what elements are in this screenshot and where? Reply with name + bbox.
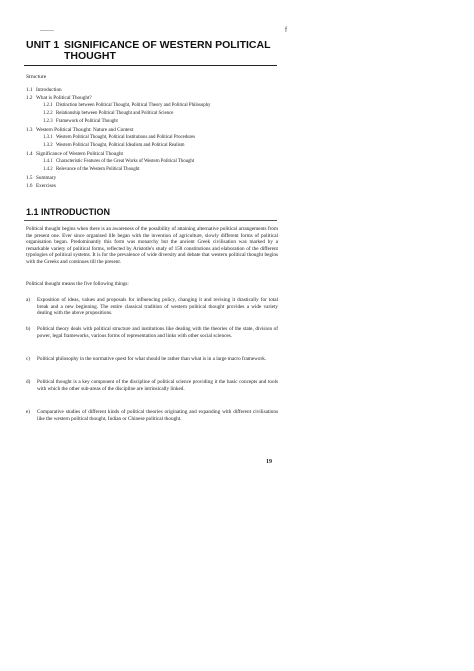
toc-entry-title: Distinction between Political Thought, Political Theory and Political Philosophy — [56, 103, 211, 108]
toc-entry-number: 1.3 — [26, 127, 33, 133]
toc-entry-number: 1.6 — [26, 183, 33, 189]
toc-entry-number: 1.5 — [26, 175, 33, 181]
list-marker: a) — [26, 297, 31, 303]
heading-rule — [24, 65, 277, 66]
intro-paragraph: Political thought begins when there is an awareness of the possibility of attaining alternative political arrangements from the present one. Ever since organised life began with the invention of agriculture, slowly different forms of political organisation began. Predominantly this form was monarchy but the ancient Greek civilisation was marked by a remarkable variety of political forms, reflected by Aristotle's study of 158 constitutions and elaboration of the different typologies of political systems. It is for the prevalence of wide diversity and debate that western political thought begins with the Greeks and continues till the present. — [26, 226, 278, 265]
toc-entry — [26, 182, 286, 190]
list-item-text: Political thought is a key component of the discipline of political science providing it the basic concepts and tools with which the other sub-areas of the discipline are intrinsically linked. — [37, 379, 278, 392]
toc-entry-title: Summary — [36, 175, 57, 181]
page-number: 19 — [266, 459, 272, 465]
list-marker: c) — [26, 356, 31, 362]
toc-entry-number: 1.4.2 — [43, 167, 53, 172]
toc-entry — [26, 126, 286, 134]
toc-entry-number: 1.2.3 — [43, 119, 53, 124]
list-item-e — [26, 409, 278, 422]
toc-entry-title: Framework of Political Thought — [56, 119, 118, 124]
toc-entry-number: 1.2.2 — [43, 111, 53, 116]
toc-entry — [26, 142, 286, 150]
toc-entry-title: Characteristic Features of the Great Works of Western Political Thought — [56, 159, 195, 164]
toc-entry-number: 1.2 — [26, 95, 33, 101]
section-heading-introduction: 1.1 INTRODUCTION — [26, 207, 111, 217]
section-rule — [24, 220, 277, 221]
toc-entry-number: 1.4.1 — [43, 159, 53, 164]
toc-entry — [26, 158, 286, 166]
toc-entry — [26, 118, 286, 126]
unit-heading — [26, 40, 276, 62]
list-item-text: Political philosophy in the normative quest for what should be rather than what is in a large macro framework. — [37, 356, 267, 362]
toc-entry — [26, 110, 286, 118]
toc-entry-number: 1.1 — [26, 87, 33, 93]
toc-entry-title: Significance of Western Political Thought — [36, 151, 123, 157]
toc-entry-title: Exercises — [36, 183, 56, 189]
unit-title-line2: THOUGHT — [64, 50, 116, 62]
toc-entry-title: What is Political Thought? — [36, 95, 92, 101]
toc-entry — [26, 150, 286, 158]
toc-entry-number: 1.2.1 — [43, 103, 53, 108]
toc-entry-title: Relevance of the Western Political Thought — [56, 167, 140, 172]
toc-entry-title: Introduction — [36, 87, 62, 93]
toc-entry-number: 1.4 — [26, 151, 33, 157]
toc-entry-title: Relationship between Political Thought and Political Science — [56, 111, 174, 116]
corner-mark: f — [285, 27, 287, 34]
list-item-text: Political theory deals with political structure and institutions like dealing with the theories of the state, division of power, legal frameworks, various forms of representation and links with other social sciences. — [37, 326, 278, 339]
toc-entry-title: Western Political Thought, Political Idealism and Political Realism — [56, 143, 185, 148]
unit-number: UNIT 1 — [26, 39, 60, 51]
structure-label: Structure — [26, 74, 47, 80]
toc-entry — [26, 86, 286, 94]
toc-entry — [26, 134, 286, 142]
table-of-contents — [26, 86, 286, 190]
scan-mark — [40, 30, 54, 31]
toc-entry-number: 1.3.1 — [43, 135, 53, 140]
toc-entry — [26, 94, 286, 102]
toc-entry — [26, 174, 286, 182]
list-item-text: Comparative studies of different kinds of political theories originating and expanding with different civilisations like the western political thought, Indian or Chinese political thought. — [37, 409, 278, 422]
list-item-c — [26, 356, 278, 363]
toc-entry — [26, 166, 286, 174]
list-item-text: Exposition of ideas, values and proposals for influencing policy, changing it and revising it drastically for total break and a new beginning. The entire classical tradition of western political thought provides a wide variety dealing with the above propositions. — [37, 297, 278, 317]
list-item-a — [26, 297, 278, 317]
list-item-d — [26, 379, 278, 392]
toc-entry-title: Western Political Thought: Nature and Context — [36, 127, 134, 133]
toc-entry — [26, 102, 286, 110]
unit-title-line1: SIGNIFICANCE OF WESTERN POLITICAL — [64, 39, 271, 51]
list-marker: d) — [26, 379, 31, 385]
toc-entry-number: 1.3.2 — [43, 143, 53, 148]
list-marker: e) — [26, 409, 31, 415]
list-item-b — [26, 326, 278, 339]
toc-entry-title: Western Political Thought, Political Institutions and Political Procedures — [56, 135, 196, 140]
list-marker: b) — [26, 326, 31, 332]
five-things-intro: Political thought means the five following things: — [26, 281, 129, 287]
